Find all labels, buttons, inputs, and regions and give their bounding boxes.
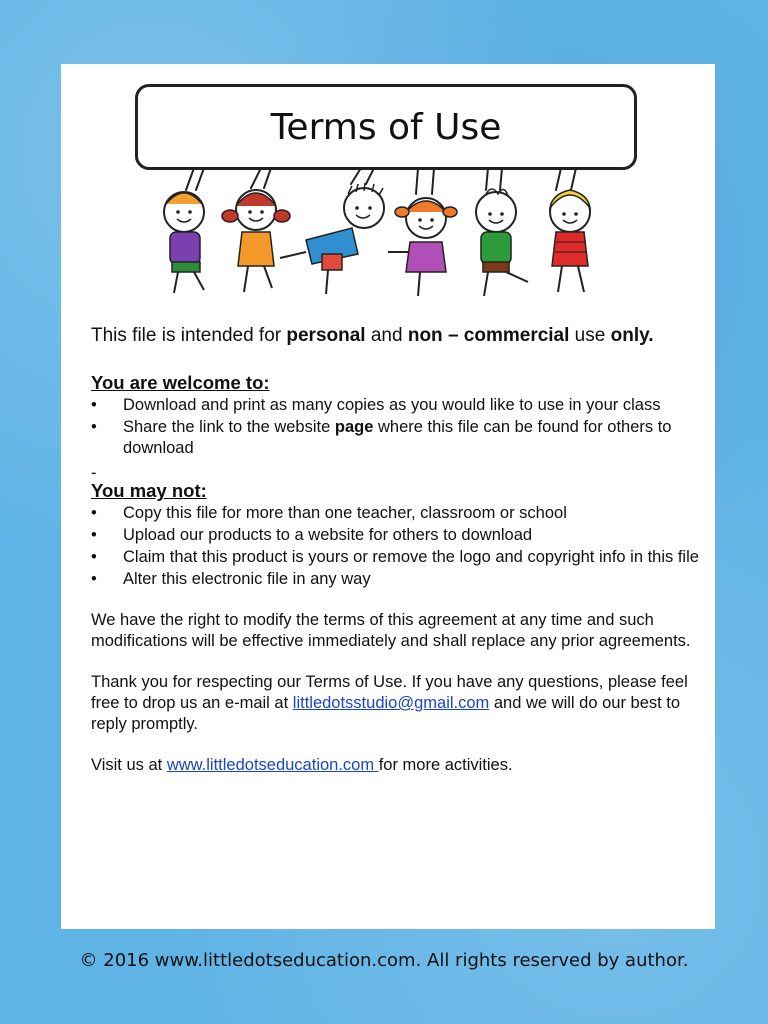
intro-text-use: use: [569, 325, 611, 346]
list-item-bold-page: page: [334, 418, 374, 436]
kid-red: [550, 190, 590, 292]
kid-pink: [388, 198, 457, 296]
intro-text-and: and: [365, 325, 408, 346]
terms-document: [61, 64, 715, 929]
list-item-text: where this file can be found for others to download: [123, 418, 672, 457]
list-item: • Upload our products to a website for others to download: [91, 525, 701, 546]
title-banner: [135, 84, 637, 170]
intro-bold-noncommercial: non – commercial: [407, 325, 570, 346]
list-item: • Claim that this product is yours or remove the logo and copyright info in this file: [91, 547, 701, 568]
kid-purple: [164, 192, 204, 293]
list-item: • Alter this electronic file in any way: [91, 569, 701, 590]
intro-bold-personal: personal: [286, 325, 366, 346]
intro-bold-only: only.: [610, 325, 654, 346]
kid-green: [476, 189, 528, 296]
intro-text: This file is intended for: [91, 325, 287, 346]
list-item: • Download and print as many copies as you would like to use in your class: [91, 395, 701, 416]
copyright-footer: © 2016 www.littledotseducation.com. All rights reserved by author.: [79, 950, 689, 971]
thanks-paragraph: [91, 672, 701, 735]
thanks-text-end: and we will do our best to reply promptly.: [91, 694, 681, 733]
rights-paragraph: We have the right to modify the terms of this agreement at any time and such modifications will be effective immediately and shall replace any prior agreements.: [91, 611, 691, 650]
intro-statement: [91, 322, 701, 349]
thanks-text: Thank you for respecting our Terms of Use. If you have any questions, please feel free to drop us an e-mail at: [91, 673, 688, 712]
list-item-text: Share the link to the website: [123, 418, 335, 436]
visit-text-end: for more activities.: [378, 756, 513, 774]
welcome-list: [91, 395, 701, 459]
may-not-list: [91, 503, 701, 590]
visit-text: Visit us at: [91, 756, 167, 774]
website-link[interactable]: www.littledotseducation.com: [166, 756, 379, 774]
kid-blue: [280, 183, 384, 294]
welcome-heading: You are welcome to:: [91, 372, 270, 393]
terms-content: [91, 322, 701, 776]
list-item: • Copy this file for more than one teacher, classroom or school: [91, 503, 701, 524]
visit-paragraph: [91, 755, 701, 776]
page-title: Terms of Use: [270, 107, 502, 148]
may-not-heading: You may not:: [91, 480, 207, 501]
kid-orange: [222, 190, 290, 292]
separator-dash: -: [91, 464, 97, 482]
kids-illustration: [156, 168, 626, 303]
list-item: [91, 417, 701, 459]
email-link[interactable]: littledotsstudio@gmail.com: [292, 694, 490, 712]
